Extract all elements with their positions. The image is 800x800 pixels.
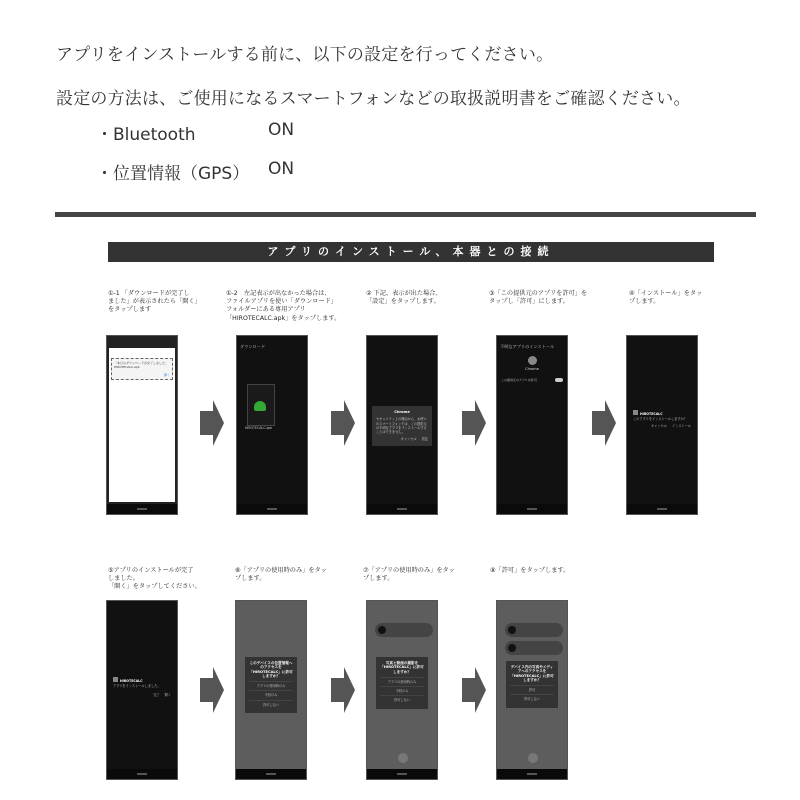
- phone-screen-5: [106, 600, 178, 780]
- bullet-gps: [96, 159, 295, 184]
- step-1-2: [226, 290, 346, 330]
- phone-screen-4: [626, 335, 698, 515]
- only-this-time-button[interactable]: 今回のみ: [380, 686, 424, 695]
- nav-bar: [367, 769, 437, 779]
- phone-screen-7: [366, 600, 438, 780]
- step-3: [489, 290, 609, 330]
- file-name: HIROTECALC.apk: [245, 426, 273, 430]
- allow-toggle-row[interactable]: この提供元のアプリを許可: [501, 378, 563, 384]
- app-icon: [633, 410, 638, 415]
- bullet-bluetooth: [96, 120, 295, 145]
- nav-bar: [107, 504, 177, 514]
- arrow-right-icon: [462, 400, 486, 446]
- install-complete: HIROTECALC アプリをインストールしました。 完了 開く: [113, 679, 171, 697]
- step-caption: ⑧「許可」をタップします。: [490, 567, 570, 574]
- install-prompt: HIROTECALC このアプリをインストールしますか？ キャンセル インストール: [633, 412, 691, 428]
- phone-screen-8: [496, 600, 568, 780]
- divider-rule: [55, 212, 756, 217]
- nav-bar: [497, 504, 567, 514]
- camera-icon: [398, 753, 408, 763]
- camera-permission-dialog: 写真と動画の撮影を「HIROTECALC」に許可しますか？ アプリの使用時のみ 今回のみ 許可しない: [376, 657, 428, 709]
- step-caption: ③「この提供元のアプリを許可」を タップし「許可」にします。: [489, 290, 588, 306]
- step-caption: ⑥「アプリの使用時のみ」をタッ プします。: [235, 567, 327, 583]
- app-bar-title: ダウンロード: [240, 344, 266, 349]
- list-item: [505, 623, 563, 637]
- step-caption: ①-1 「ダウンロードが完了し ました」が表示されたら「開く」 をタップします: [108, 290, 201, 314]
- step-1-1: [108, 290, 228, 330]
- app-icon: [113, 677, 118, 682]
- android-icon: [254, 401, 266, 411]
- phone-screen-1-2: [236, 335, 308, 515]
- cancel-button[interactable]: キャンセル: [400, 437, 417, 442]
- app-name: Chrome: [525, 367, 539, 371]
- nav-bar: [627, 504, 697, 514]
- browser-page: [109, 348, 175, 502]
- step-caption: ①-2 左記表示が出なかった場合は、 ファイルアプリを使い「ダウンロード」 フォルダーにある専用アプリ 「HIROTECALC.apk」をタップします。: [226, 290, 341, 322]
- phone-screen-1-1: [106, 335, 178, 515]
- list-item: [505, 641, 563, 655]
- location-permission-dialog: このデバイスの位置情報へのアクセスを「HIROTECALC」に許可しますか？ アプリの使用時のみ 今回のみ 許可しない: [245, 657, 297, 713]
- security-dialog: Chrome セキュリティ上の理由から、お使いのスマートフォンでは、この提供元の不明なアプリをインストールすることはできません。 キャンセル 設定: [372, 406, 432, 446]
- done-button[interactable]: 完了: [153, 693, 160, 697]
- nav-bar: [236, 769, 306, 779]
- app-bar-title: 不明なアプリのインストール: [500, 344, 555, 349]
- step-caption: ② 下記、表示が出た場合、 「設定」をタップします。: [366, 290, 442, 306]
- bullet-value: ON: [268, 120, 295, 140]
- arrow-right-icon: [200, 667, 224, 713]
- phone-screen-2: [366, 335, 438, 515]
- arrow-right-icon: [592, 400, 616, 446]
- arrow-right-icon: [200, 400, 224, 446]
- nav-bar: [107, 769, 177, 779]
- download-banner[interactable]: 「本日のダウンロードが完了しました」 HIROTECALC.apk 開く: [111, 358, 173, 380]
- toggle-switch[interactable]: [555, 378, 563, 382]
- file-thumbnail[interactable]: [247, 384, 275, 426]
- step-caption: ④「インストール」をタッ プします。: [629, 290, 703, 306]
- intro-line-2: 設定の方法は、ご使用になるスマートフォンなどの取扱説明書をご確認ください。: [56, 89, 691, 109]
- while-using-button[interactable]: アプリの使用時のみ: [380, 677, 424, 686]
- phone-screen-3: [496, 335, 568, 515]
- bullet-value: ON: [268, 159, 295, 179]
- open-button[interactable]: 開く: [164, 693, 171, 697]
- section-banner: アプリのインストール、本器との接続: [108, 242, 714, 262]
- intro-line-1: アプリをインストールする前に、以下の設定を行ってください。: [56, 45, 554, 65]
- deny-button[interactable]: 許可しない: [249, 700, 293, 709]
- camera-icon: [528, 753, 538, 763]
- step-2: [366, 290, 486, 330]
- open-button[interactable]: 開く: [163, 373, 170, 377]
- nav-bar: [497, 769, 567, 779]
- arrow-right-icon: [331, 667, 355, 713]
- arrow-right-icon: [462, 667, 486, 713]
- settings-button[interactable]: 設定: [421, 437, 428, 442]
- cancel-button[interactable]: キャンセル: [651, 424, 668, 428]
- step-caption: ⑦「アプリの使用時のみ」をタッ プします。: [363, 567, 455, 583]
- bullet-label: ・Bluetooth: [96, 125, 196, 145]
- list-item: [375, 623, 433, 637]
- nav-bar: [237, 504, 307, 514]
- allow-button[interactable]: 許可: [510, 685, 554, 694]
- only-this-time-button[interactable]: 今回のみ: [249, 690, 293, 699]
- nav-bar: [367, 504, 437, 514]
- while-using-button[interactable]: アプリの使用時のみ: [249, 681, 293, 690]
- bullet-label: ・位置情報（GPS）: [96, 164, 250, 184]
- media-permission-dialog: デバイス内の写真やメディアへのアクセスを「HIROTECALC」に許可しますか？ 許可 許可しない: [506, 661, 558, 708]
- deny-button[interactable]: 許可しない: [380, 695, 424, 704]
- chrome-icon: [528, 356, 537, 365]
- arrow-right-icon: [331, 400, 355, 446]
- phone-screen-6: [235, 600, 307, 780]
- step-caption: ⑤アプリのインストールが完了 しました。 「開く」をタップしてください。: [108, 567, 201, 591]
- install-button[interactable]: インストール: [672, 424, 691, 428]
- deny-button[interactable]: 許可しない: [510, 694, 554, 703]
- step-4: [629, 290, 749, 330]
